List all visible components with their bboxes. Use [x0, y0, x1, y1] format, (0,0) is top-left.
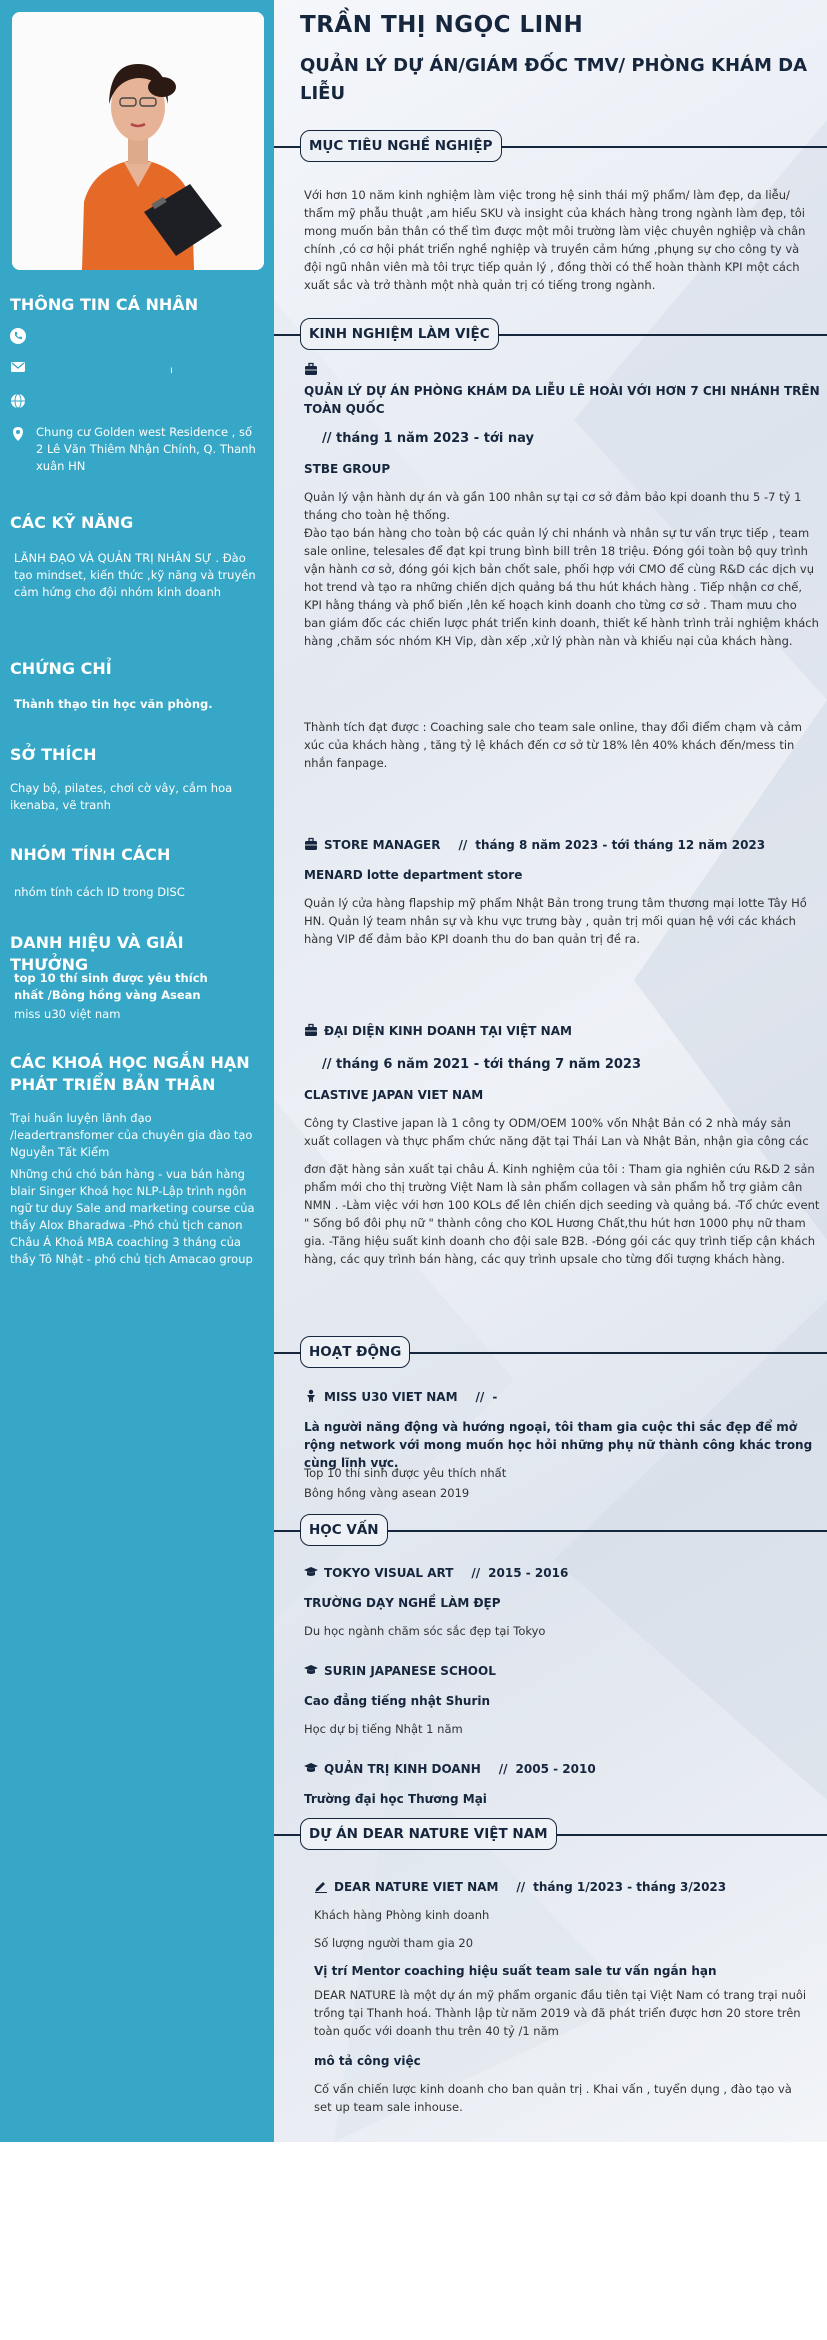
sidebar [0, 0, 274, 2142]
job-description: Đào tạo bán hàng cho toàn bộ các quản lý chi nhánh và nhân sự tư vấn trực tiếp , team sale online, telesales để đạt kpi trung bình bill trên 18 triệu. Đóng gói toàn bộ quy trình vận hành cơ sở, đóng gói kịch bản chốt sale, phối hợp với CMO để cùng R&D các dịch vụ hot trend và tạo ra những chiến dịch quảng bá thu hút khách hàng . Tiếp nhận cơ chế, KPI hằng tháng và phổ biến ,lên kế hoạch kinh doanh cho từng cơ sở . Tham mưu cho ban giám đốc các chiến lược phát triển kinh doanh, thiết kế hành trình trải nghiệm khách hàng ,chăm sóc nhóm KH Vip, dàn xếp ,xử lý phàn nàn và khiếu nại của khách hàng. [304, 526, 819, 648]
certificates-text: Thành thạo tin học văn phòng. [14, 697, 213, 711]
education-heading: HỌC VẤN [300, 1514, 388, 1546]
education-header: TOKYO VISUAL ART // 2015 - 2016 [304, 1564, 568, 1582]
courses-heading: CÁC KHOÁ HỌC NGẮN HẠN PHÁT TRIỂN BẢN THÂN [10, 1053, 250, 1094]
education-header [304, 1662, 496, 1680]
project-dates: tháng 1/2023 - tháng 3/2023 [533, 1880, 727, 1894]
education-desc: Du học ngành chăm sóc sắc đẹp tại Tokyo [304, 1624, 546, 1638]
address-text: Chung cư Golden west Residence , số 2 Lê Văn Thiêm Nhận Chính, Q. Thanh xuân HN [36, 425, 256, 473]
job-title: QUẢN LÝ DỰ ÁN/GIÁM ĐỐC TMV/ PHÒNG KHÁM DA LIỄU [300, 55, 808, 104]
project-role: Vị trí Mentor coaching hiệu suất team sale tư vấn ngắn hạn [314, 1964, 717, 1978]
job-description: Quản lý cửa hàng flapship mỹ phẩm Nhật Bản trong trung tâm thương mại lotte Tây Hồ HN. Quản lý team nhân sự và khu vực trưng bày , quản trị mối quan hệ với các khách hàng VIP để đảm bảo KPI doanh thu do ban quản trị đề ra. [304, 896, 807, 946]
courses-text-2: Những chú chó bán hàng - vua bán hàng blair Singer Khoá học NLP-Lập trình ngôn ngữ tư duy Sale and marketing course của thầy Alox Bharadwa -Phó chủ tịch canon Châu Á Khoá MBA coaching 3 tháng của thầy Tô Nhật - phó chủ tịch Amacao group [10, 1167, 255, 1266]
globe-icon [10, 393, 26, 409]
activity-description: Là người năng động và hướng ngoại, tôi tham gia cuộc thi sắc đẹp để mở rộng network với mong muốn học hỏi những phụ nữ thành công khác trong cùng lĩnh vực. [304, 1420, 813, 1470]
activity-sep: // [475, 1390, 485, 1404]
job-header [304, 1022, 572, 1040]
certificates-heading: CHỨNG CHỈ [10, 659, 112, 678]
awards-bold-text: top 10 thí sinh được yêu thích nhất /Bông hồng vàng Asean [14, 971, 208, 1002]
project-header: DEAR NATURE VIET NAM // tháng 1/2023 - tháng 3/2023 [314, 1878, 726, 1896]
awards-text: miss u30 việt nam [14, 1007, 121, 1021]
job-position: ĐẠI DIỆN KINH DOANH TẠI VIỆT NAM [324, 1024, 572, 1038]
activity-header [304, 1388, 497, 1406]
education-school: TOKYO VISUAL ART [324, 1566, 454, 1580]
personality-text: nhóm tính cách ID trong DISC [14, 885, 185, 899]
education-major: TRƯỜNG DẠY NGHỀ LÀM ĐẸP [304, 1596, 501, 1610]
education-desc: Học dự bị tiếng Nhật 1 năm [304, 1722, 463, 1736]
education-major: Trường đại học Thương Mại [304, 1792, 487, 1806]
education-school: QUẢN TRỊ KINH DOANH [324, 1762, 481, 1776]
graduation-cap-icon [304, 1565, 318, 1579]
experience-section-header [274, 316, 827, 352]
activity-line: Top 10 thí sinh được yêu thích nhất [304, 1466, 507, 1480]
education-section-header [274, 1512, 827, 1548]
briefcase-icon [304, 362, 318, 376]
job-achievement: Thành tích đạt được : Coaching sale cho team sale online, thay đổi điểm chạm và cảm xúc của khách hàng , tăng tỷ lệ khách đến cơ sở từ 18% lên 40% khách đến/mess tin nhắn fanpage. [304, 720, 802, 770]
hobbies-text: Chạy bộ, pilates, chơi cờ vây, cắm hoa ikenaba, vẽ tranh [10, 781, 233, 812]
job-company: STBE GROUP [304, 462, 391, 476]
phone-icon [10, 328, 26, 344]
briefcase-icon [304, 1023, 318, 1037]
profile-photo [12, 12, 264, 270]
experience-heading: KINH NGHIỆM LÀM VIỆC [300, 318, 499, 350]
job-date-to: tới tháng 7 năm 2023 [483, 1057, 641, 1072]
education-school: SURIN JAPANESE SCHOOL [324, 1664, 496, 1678]
job-dates: // tháng 1 năm 2023 - tới nay [322, 431, 534, 446]
activity-line: Bông hồng vàng asean 2019 [304, 1486, 470, 1500]
briefcase-icon [304, 837, 318, 851]
email-icon [10, 359, 26, 375]
job-description: Quản lý vận hành dự án và gần 100 nhân sự tại cơ sở đảm bảo kpi doanh thu 5 -7 tỷ 1 tháng cho toàn hệ thống. [304, 490, 802, 522]
project-task-heading: mô tả công việc [314, 2054, 421, 2068]
education-years: 2015 - 2016 [488, 1566, 569, 1580]
project-people: Số lượng người tham gia 20 [314, 1936, 474, 1950]
objective-text: Với hơn 10 năm kinh nghiệm làm việc trong hệ sinh thái mỹ phẩm/ làm đẹp, da liễu/ thẩm mỹ phẫu thuật ,am hiểu SKU và insight của khách hàng trong ngành làm đẹp, tôi mong muốn bản thân có thể tìm được một môi trường làm việc chuyên nghiệp và chân chính ,có cơ hội phát triển nghề nghiệp và truyền cảm hứng ,phụng sự cho công ty và đội ngũ nhân viên mà tôi trực tiếp quản lý , đồng thời có thể hoàn thành KPI một cách xuất sắc và trở thành một nhà quản trị có tiếng trong ngành. [304, 188, 806, 292]
skills-heading: CÁC KỸ NĂNG [10, 513, 134, 532]
job-position: STORE MANAGER [324, 838, 441, 852]
job-company: MENARD lotte department store [304, 868, 523, 882]
courses-text-1: Trại huấn luyện lãnh đạo /leadertransfomer của chuyên gia đào tạo Nguyễn Tất Kiểm [10, 1111, 253, 1159]
activities-section-header [274, 1334, 827, 1370]
main-content [274, 0, 827, 2142]
job-description: Công ty Clastive japan là 1 công ty ODM/OEM 100% vốn Nhật Bản có 2 nhà máy sản xuất collagen và thực phẩm chức năng đặt tại Thái Lan và Nhật Bản, nhận gia công các [304, 1116, 809, 1148]
job-date-from: tháng 1 năm 2023 [336, 431, 470, 446]
education-years: 2005 - 2010 [515, 1762, 596, 1776]
project-client: Khách hàng Phòng kinh doanh [314, 1908, 490, 1922]
project-description: DEAR NATURE là một dự án mỹ phẩm organic đầu tiên tại Việt Nam có trang trại nuôi trồng tại Thanh hoá. Thành lập từ năm 2019 và đã phát triển được hơn 20 store trên toàn quốc với doanh thu trên 40 tỷ /1 năm [314, 1988, 807, 2038]
job-header: STORE MANAGER // tháng 8 năm 2023 - tới tháng 12 năm 2023 [304, 836, 765, 854]
job-date-sep: - [473, 1057, 480, 1072]
hobbies-heading: SỞ THÍCH [10, 745, 97, 764]
job-date-sep: - [473, 431, 480, 446]
personal-info-heading: THÔNG TIN CÁ NHÂN [10, 295, 199, 314]
education-header: QUẢN TRỊ KINH DOANH // 2005 - 2010 [304, 1760, 596, 1778]
project-section-header [274, 1816, 827, 1852]
project-heading: DỰ ÁN DEAR NATURE VIỆT NAM [300, 1818, 557, 1850]
candidate-name: TRẦN THỊ NGỌC LINH [300, 12, 584, 38]
personality-heading: NHÓM TÍNH CÁCH [10, 845, 171, 864]
objective-heading: MỤC TIÊU NGHỀ NGHIỆP [300, 130, 502, 162]
job-date-from: tháng 8 năm 2023 [475, 838, 599, 852]
person-icon [304, 1389, 318, 1403]
awards-heading: DANH HIỆU VÀ GIẢI THƯỞNG [10, 933, 184, 974]
activity-dash: - [492, 1390, 498, 1404]
job-date-to: tới nay [483, 431, 534, 446]
job-position: QUẢN LÝ DỰ ÁN PHÒNG KHÁM DA LIỄU LÊ HOÀI VỚI HƠN 7 CHI NHÁNH TRÊN TOÀN QUỐC [304, 384, 820, 416]
job-date-to: tới tháng 12 năm 2023 [611, 838, 766, 852]
job-date-from: tháng 6 năm 2021 [336, 1057, 470, 1072]
pencil-icon [314, 1879, 328, 1893]
education-major: Cao đẳng tiếng nhật Shurin [304, 1694, 491, 1708]
location-pin-icon [10, 426, 26, 442]
activities-heading: HOẠT ĐỘNG [300, 1336, 410, 1368]
job-dates: // tháng 6 năm 2021 - tới tháng 7 năm 2023 [322, 1057, 641, 1072]
job-company: CLASTIVE JAPAN VIET NAM [304, 1088, 484, 1102]
objective-section-header [274, 128, 827, 164]
skills-text: LÃNH ĐẠO VÀ QUẢN TRỊ NHÂN SỰ . Đào tạo mindset, kiến thức ,kỹ năng và truyền cảm hứng cho đội nhóm kinh doanh [14, 551, 256, 599]
job-date-sep: - [602, 838, 608, 852]
project-name: DEAR NATURE VIET NAM [334, 1880, 499, 1894]
email-text[interactable]: ı [170, 365, 173, 376]
graduation-cap-icon [304, 1761, 318, 1775]
graduation-cap-icon [304, 1663, 318, 1677]
activity-org: MISS U30 VIET NAM [324, 1390, 458, 1404]
project-task: Cố vấn chiến lược kinh doanh cho ban quản trị . Khai vấn , tuyển dụng , đào tạo và set up team sale inhouse. [314, 2082, 792, 2114]
job-description: đơn đặt hàng sản xuất tại châu Á. Kinh nghiệm của tôi : Tham gia nghiên cứu R&D 2 sản phẩm mới cho thị trường Việt Nam là sản phẩm collagen và sản phẩm hỗ trợ giảm cân NMN . -Làm việc với hơn 100 KOLs để lên chiến dịch seeding và quảng bá. -Tổ chức event " Sống bồ đôi phụ nữ " thành công cho KOL Hương Chất,thu hút hơn 1000 phụ nữ tham gia. -Tăng hiệu suất kinh doanh cho đội sale B2B. -Đóng gói các quy trình tiếp cận khách hàng, các quy trình bán hàng, các quy trình upsale cho từng đối tượng khách hàng. [304, 1162, 820, 1266]
